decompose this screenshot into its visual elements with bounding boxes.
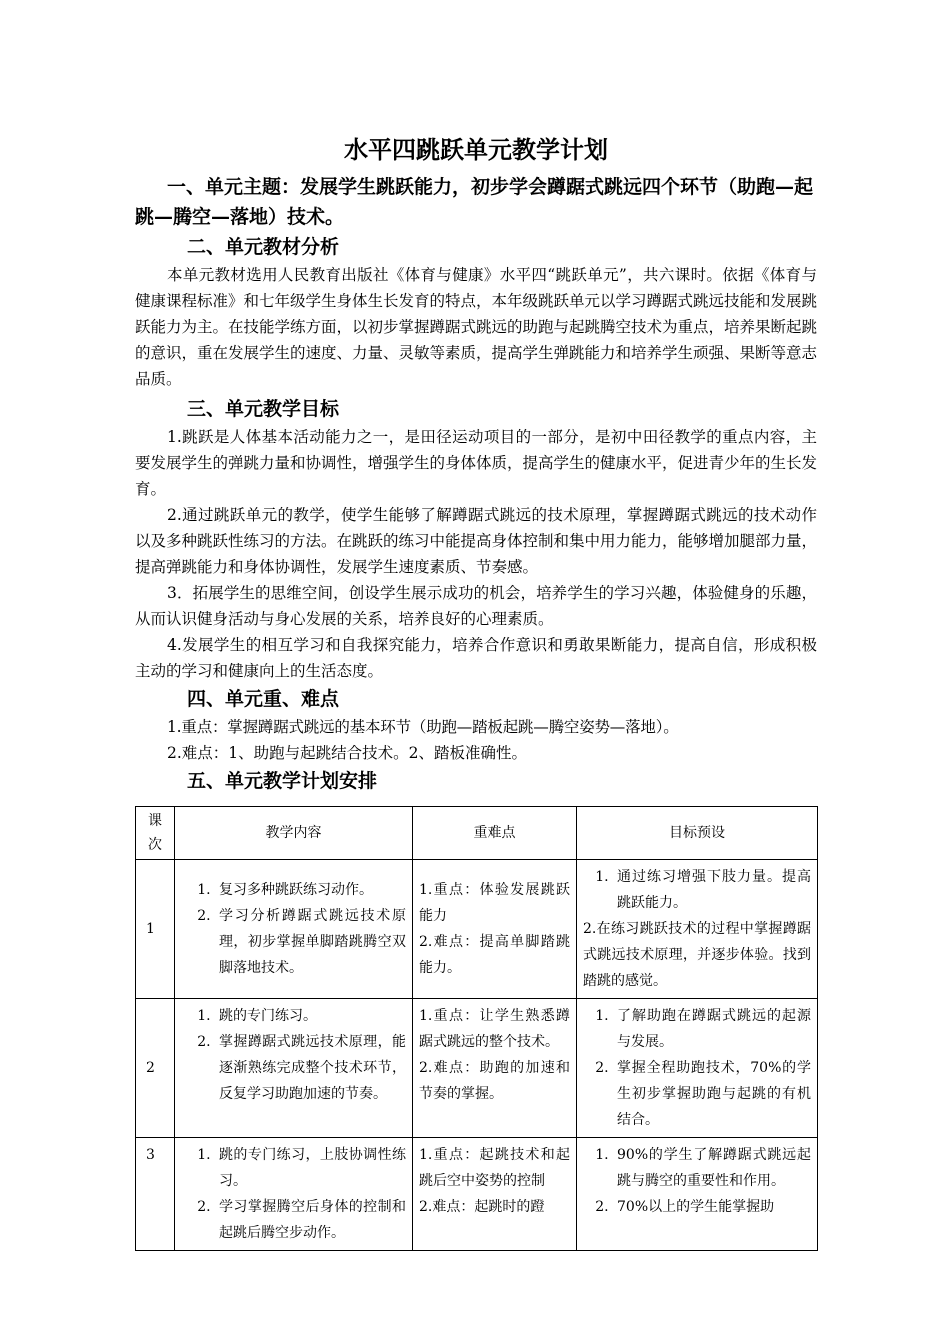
document-title: 水平四跳跃单元教学计划 [344,135,608,164]
header-goal: 目标预设 [577,807,818,860]
focus-key: 1.重点：起跳技术和起跳后空中姿势的控制 [419,1147,570,1189]
goal-item-4: 4.发展学生的相互学习和自我探究能力，培养合作意识和勇敢果断能力，提高自信，形成积极主动的学习和健康向上的生活态度。 [135,636,817,680]
lesson-focus [413,999,577,1138]
lesson-focus [413,1138,577,1251]
section-material-body: 本单元教材选用人民教育出版社《体育与健康》水平四“跳跃单元”，共六课时。依据《体育与健康课程标准》和七年级学生身体生长发育的特点，本年级跳跃单元以学习蹲踞式跳远技能和发展跳跃能力为主。在技能学练方面，以初步掌握蹲踞式跳远的助跑与起跳腾空技术为重点，培养果断起跳的意识，重在发展学生的速度、力量、灵敏等素质，提高学生弹跳能力和培养学生顽强、果断等意志品质。 [135,266,818,388]
focus-difficulty: 2.难点：起跳时的蹬 [419,1199,545,1215]
focus-key: 1.重点：让学生熟悉蹲踞式跳远的整个技术。 [419,1008,570,1050]
list-item: 1. 复习多种跳跃练习动作。 [215,877,406,903]
lesson-number: 2 [136,999,175,1138]
list-item: 1. 通过练习增强下肢力量。提高跳跃能力。 [613,864,811,916]
lesson-goal [577,999,818,1138]
section-plan-heading: 五、单元教学计划安排 [187,770,378,792]
lesson-content [175,1138,413,1251]
list-item: 2. 学习分析蹲踞式跳远技术原理，初步掌握单脚踏跳腾空双脚落地技术。 [215,903,406,981]
list-item: 1. 跳的专门练习，上肢协调性练习。 [215,1142,406,1194]
table-row [136,860,818,999]
plan-table-header [136,807,818,860]
list-item: 1. 跳的专门练习。 [215,1003,406,1029]
lesson-goal [577,1138,818,1251]
header-focus: 重难点 [413,807,577,860]
goal-item-2: 2.通过跳跃单元的教学，使学生能够了解蹲踞式跳远的技术原理，掌握蹲踞式跳远的技术动作以及多种跳跃性练习的方法。在跳跃的练习中能提高身体控制和集中用力能力，能够增加腿部力量，提高弹跳能力和身体协调性，发展学生速度素质、节奏感。 [135,506,818,576]
list-item: 2. 掌握全程助跑技术，70%的学生初步掌握助跑与起跳的有机结合。 [613,1055,811,1133]
goal-extra: 2.在练习跳跃技术的过程中掌握蹲踞式跳远技术原理，并逐步体验。找到踏跳的感觉。 [583,921,811,989]
keypoint-difficulty: 2.难点：1、助跑与起跳结合技术。2、踏板准确性。 [167,744,528,762]
list-item: 2. 掌握蹲踞式跳远技术原理，能逐渐熟练完成整个技术环节，反复学习助跑加速的节奏。 [215,1029,406,1107]
header-lesson: 课次 [136,807,175,860]
table-row [136,999,818,1138]
plan-table [135,806,818,1251]
focus-difficulty: 2.难点：助跑的加速和节奏的掌握。 [419,1060,570,1102]
table-row [136,1138,818,1251]
list-item: 1. 了解助跑在蹲踞式跳远的起源与发展。 [613,1003,811,1055]
goal-item-1: 1.跳跃是人体基本活动能力之一，是田径运动项目的一部分，是初中田径教学的重点内容，主要发展学生的弹跳力量和协调性，增强学生的身体体质，提高学生的健康水平，促进青少年的生长发育。 [135,428,818,498]
document-page [135,128,817,1251]
lesson-goal [577,860,818,999]
lesson-number: 1 [136,860,175,999]
section-keypoints-heading: 四、单元重、难点 [187,688,340,710]
keypoint-key: 1.重点：掌握蹲踞式跳远的基本环节（助跑—踏板起跳—腾空姿势—落地）。 [167,718,679,736]
lesson-content [175,999,413,1138]
list-item: 1. 90%的学生了解蹲踞式跳远起跳与腾空的重要性和作用。 [613,1142,811,1194]
lesson-focus [413,860,577,999]
section-material-heading: 二、单元教材分析 [187,236,340,258]
focus-difficulty: 2.难点：提高单脚踏跳能力。 [419,934,570,976]
lesson-number: 3 [136,1138,175,1251]
list-item: 2. 学习掌握腾空后身体的控制和起跳后腾空步动作。 [215,1194,406,1246]
section-unit-theme: 一、单元主题：发展学生跳跃能力，初步学会蹲踞式跳远四个环节（助跑—起跳—腾空—落地）技术。 [135,176,814,228]
section-goals-heading: 三、单元教学目标 [187,398,340,420]
lesson-content [175,860,413,999]
focus-key: 1.重点：体验发展跳跃能力 [419,882,570,924]
goal-item-3: 3．拓展学生的思维空间，创设学生展示成功的机会，培养学生的学习兴趣，体验健身的乐趣，从而认识健身活动与身心发展的关系，培养良好的心理素质。 [135,584,817,628]
header-content: 教学内容 [175,807,413,860]
list-item: 2. 70%以上的学生能掌握助 [613,1194,811,1220]
